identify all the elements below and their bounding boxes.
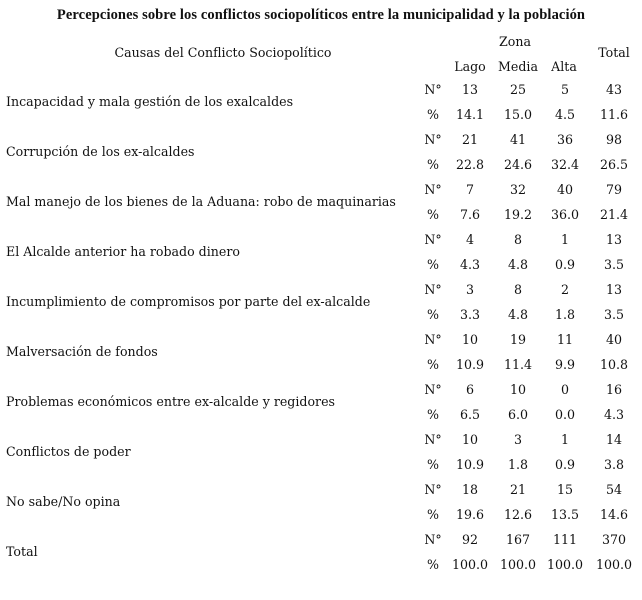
row-n-label: N° [424,482,442,497]
row-cause-label: Corrupción de los ex-alcaldes [6,144,195,159]
row-pct-total: 14.6 [599,507,629,522]
row-pct-total: 11.6 [599,107,629,122]
row-pct-label: % [427,207,439,222]
row-pct-total: 3.5 [603,257,625,272]
row-pct-total: 100.0 [595,557,633,572]
row-pct-label: % [427,157,439,172]
row-pct-media: 24.6 [503,157,533,172]
row-n-lago: 18 [461,482,479,497]
row-n-alta: 111 [552,532,578,547]
row-pct-alta: 13.5 [550,507,580,522]
row-n-label: N° [424,532,442,547]
row-pct-lago: 10.9 [455,357,485,372]
row-n-media: 167 [505,532,531,547]
row-pct-label: % [427,457,439,472]
row-n-alta: 5 [560,82,569,97]
row-n-label: N° [424,132,442,147]
row-n-total: 79 [605,182,623,197]
row-pct-media: 1.8 [507,457,529,472]
row-pct-total: 21.4 [599,207,629,222]
row-pct-lago: 4.3 [459,257,481,272]
row-pct-label: % [427,407,439,422]
header-lago: Lago [454,59,486,74]
header-media: Media [498,59,538,74]
row-n-label: N° [424,332,442,347]
row-n-alta: 15 [556,482,574,497]
row-n-lago: 10 [461,332,479,347]
row-pct-lago: 3.3 [459,307,481,322]
row-n-alta: 40 [556,182,574,197]
row-cause-label: Malversación de fondos [6,344,158,359]
row-pct-label: % [427,507,439,522]
row-cause-label: El Alcalde anterior ha robado dinero [6,244,240,259]
row-n-alta: 1 [560,232,569,247]
row-pct-media: 6.0 [507,407,529,422]
table-title: Percepciones sobre los conflictos sociopolíticos entre la municipalidad y la población [56,7,586,23]
row-pct-lago: 7.6 [459,207,481,222]
row-pct-lago: 22.8 [455,157,485,172]
row-n-media: 25 [509,82,527,97]
row-pct-alta: 36.0 [550,207,580,222]
row-n-total: 13 [605,232,623,247]
row-pct-media: 15.0 [503,107,533,122]
row-n-lago: 7 [465,182,474,197]
row-cause-label: Problemas económicos entre ex-alcalde y regidores [6,394,335,409]
row-cause-label: Incapacidad y mala gestión de los exalcaldes [6,94,294,109]
row-pct-total: 26.5 [599,157,629,172]
row-pct-media: 100.0 [499,557,537,572]
row-pct-alta: 1.8 [554,307,576,322]
row-n-media: 41 [509,132,527,147]
row-n-alta: 2 [560,282,569,297]
header-total: Total [598,45,630,60]
row-pct-media: 4.8 [507,257,529,272]
row-pct-alta: 0.0 [554,407,576,422]
row-n-lago: 3 [465,282,474,297]
row-pct-lago: 10.9 [455,457,485,472]
row-n-lago: 92 [461,532,479,547]
row-n-total: 13 [605,282,623,297]
row-pct-label: % [427,307,439,322]
row-pct-total: 3.5 [603,307,625,322]
row-pct-lago: 14.1 [455,107,485,122]
row-n-media: 19 [509,332,527,347]
row-pct-media: 19.2 [503,207,533,222]
row-pct-media: 11.4 [503,357,533,372]
row-n-media: 3 [513,432,522,447]
row-pct-total: 4.3 [603,407,625,422]
row-pct-alta: 4.5 [554,107,576,122]
row-n-alta: 1 [560,432,569,447]
row-n-lago: 4 [465,232,474,247]
row-n-media: 10 [509,382,527,397]
row-n-lago: 13 [461,82,479,97]
row-n-total: 16 [605,382,623,397]
row-n-media: 32 [509,182,527,197]
row-n-label: N° [424,282,442,297]
row-cause-label: Conflictos de poder [6,444,131,459]
row-pct-alta: 0.9 [554,457,576,472]
row-n-media: 8 [513,282,522,297]
row-pct-label: % [427,357,439,372]
header-zona: Zona [499,34,531,49]
row-n-media: 21 [509,482,527,497]
row-pct-lago: 100.0 [451,557,489,572]
row-pct-total: 3.8 [603,457,625,472]
row-n-alta: 36 [556,132,574,147]
row-n-lago: 10 [461,432,479,447]
row-n-total: 98 [605,132,623,147]
row-n-lago: 6 [465,382,474,397]
row-n-label: N° [424,82,442,97]
row-pct-media: 4.8 [507,307,529,322]
row-cause-label: Total [6,544,38,559]
row-n-label: N° [424,382,442,397]
header-causes: Causas del Conflicto Sociopolítico [114,45,332,60]
row-pct-label: % [427,557,439,572]
row-cause-label: Incumplimiento de compromisos por parte del ex-alcalde [6,294,371,309]
row-pct-total: 10.8 [599,357,629,372]
row-pct-alta: 0.9 [554,257,576,272]
row-cause-label: Mal manejo de los bienes de la Aduana: robo de maquinarias [6,194,396,209]
row-n-total: 370 [601,532,627,547]
row-n-total: 43 [605,82,623,97]
row-pct-alta: 32.4 [550,157,580,172]
row-n-total: 54 [605,482,623,497]
row-pct-alta: 100.0 [546,557,584,572]
row-n-label: N° [424,182,442,197]
row-n-media: 8 [513,232,522,247]
row-pct-label: % [427,107,439,122]
row-n-label: N° [424,432,442,447]
row-pct-alta: 9.9 [554,357,576,372]
row-pct-lago: 6.5 [459,407,481,422]
row-n-alta: 11 [556,332,574,347]
row-n-lago: 21 [461,132,479,147]
row-pct-media: 12.6 [503,507,533,522]
row-n-total: 40 [605,332,623,347]
row-cause-label: No sabe/No opina [6,494,121,509]
row-n-alta: 0 [560,382,569,397]
row-pct-lago: 19.6 [455,507,485,522]
row-n-label: N° [424,232,442,247]
row-n-total: 14 [605,432,623,447]
header-alta: Alta [551,59,577,74]
row-pct-label: % [427,257,439,272]
